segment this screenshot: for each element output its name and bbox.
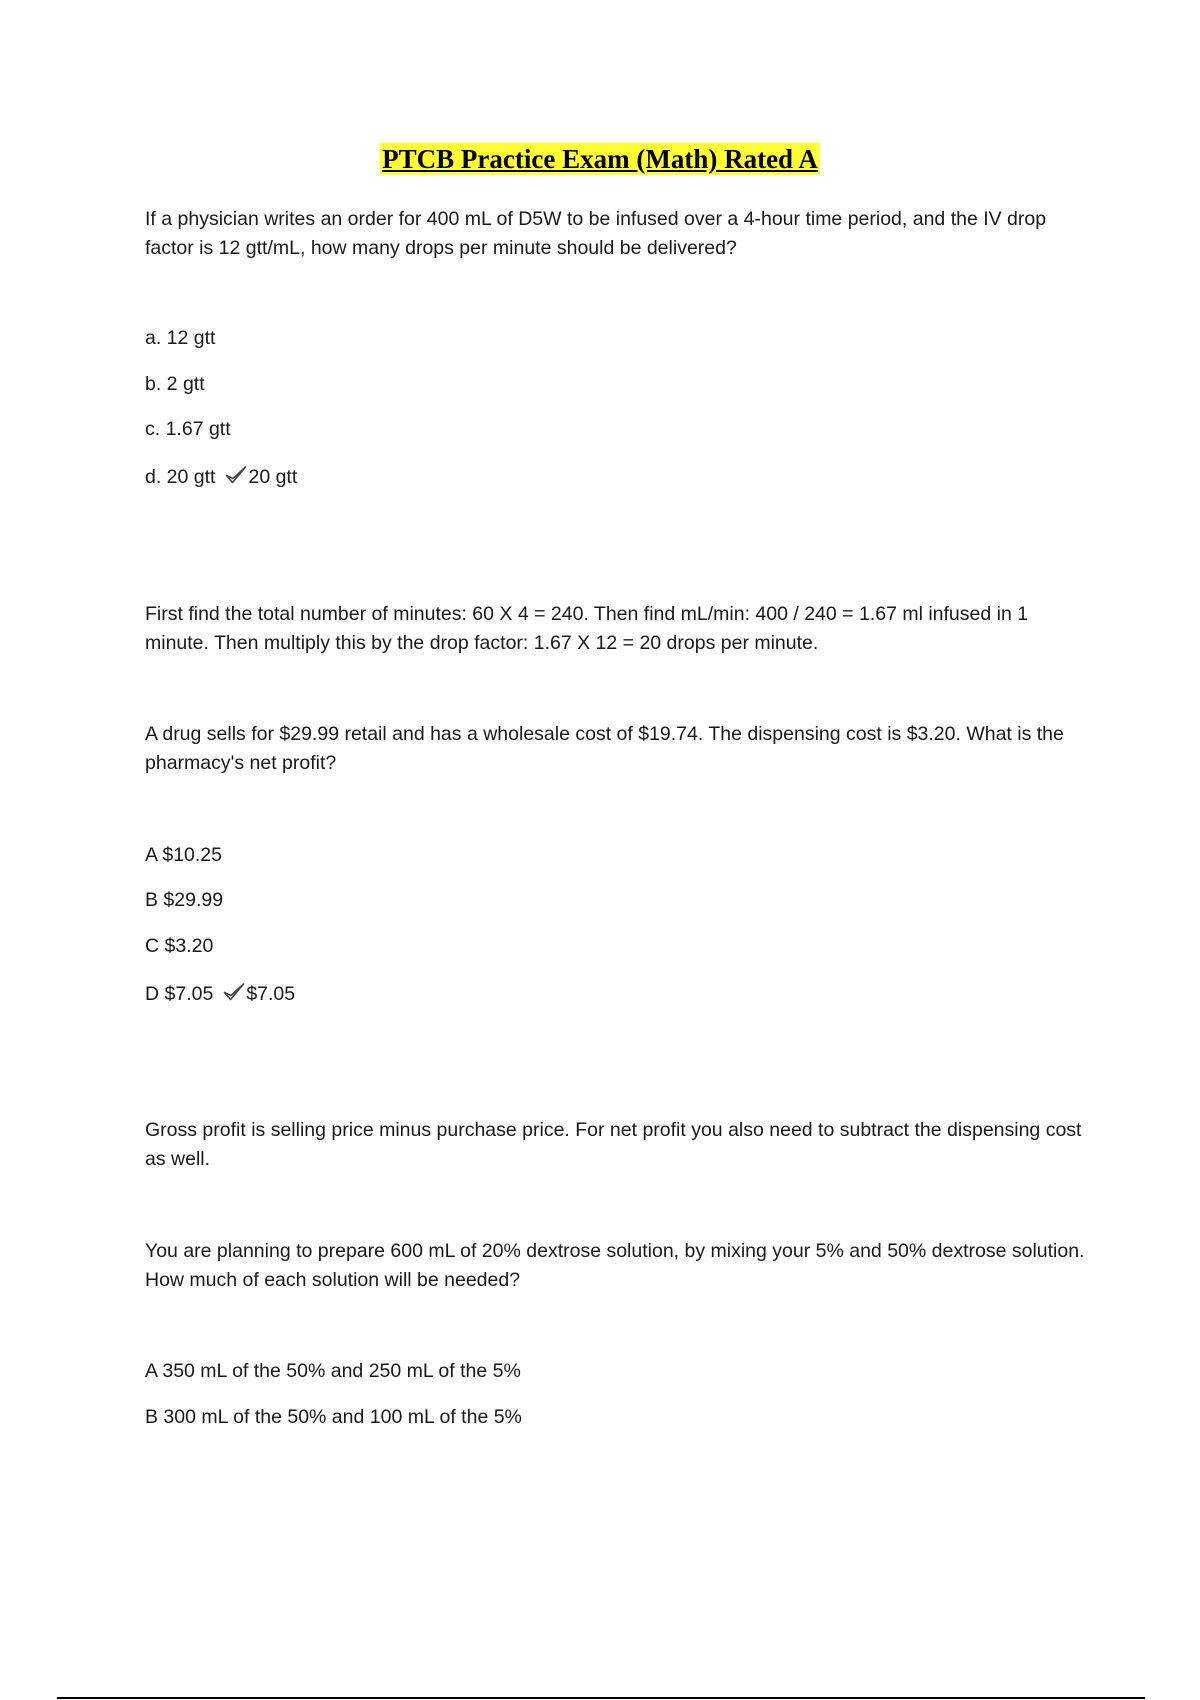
question-1-text: If a physician writes an order for 400 mL of D5W to be infused over a 4-hour time period, and the IV drop factor is 12 gtt/mL, how many drops per minute should be delivered? [145,208,1047,259]
check-icon [223,982,245,1009]
q2-option-a: A $10.25 [145,844,222,866]
q1-option-c: c. 1.67 gtt [145,418,231,440]
q1-option-d: d. 20 gtt [145,466,216,488]
q1-option-b: b. 2 gtt [145,373,205,395]
q2-option-d-row [145,981,295,1009]
q2-option-c: C $3.20 [145,935,214,957]
q2-option-d: D $7.05 [145,983,214,1005]
q1-option-d-row [145,464,297,492]
q2-answer: $7.05 [246,983,296,1005]
question-3-text: You are planning to prepare 600 mL of 20% dextrose solution, by mixing your 5% and 50% dextrose solution. How much of each solution will be needed? [145,1240,1085,1291]
question-2-text: A drug sells for $29.99 retail and has a wholesale cost of $19.74. The dispensing cost is $3.20. What is the pharmacy's net profit? [145,723,1064,774]
q3-option-b: B 300 mL of the 50% and 100 mL of the 5% [145,1406,522,1428]
q1-explanation: First find the total number of minutes: 60 X 4 = 240. Then find mL/min: 400 / 240 = 1.67 ml infused in 1 minute. Then multiply this by the drop factor: 1.67 X 12 = 20 drops per minute. [145,603,1029,654]
title-container [0,143,1200,175]
q3-option-a: A 350 mL of the 50% and 250 mL of the 5% [145,1360,521,1382]
q1-option-a: a. 12 gtt [145,327,216,349]
q2-option-b: B $29.99 [145,889,224,911]
page-title: PTCB Practice Exam (Math) Rated A [382,144,818,174]
check-icon [225,465,247,492]
footer-rule [57,1697,1145,1699]
q1-answer: 20 gtt [248,466,298,488]
q2-explanation: Gross profit is selling price minus purchase price. For net profit you also need to subtract the dispensing cost as well. [145,1119,1082,1170]
